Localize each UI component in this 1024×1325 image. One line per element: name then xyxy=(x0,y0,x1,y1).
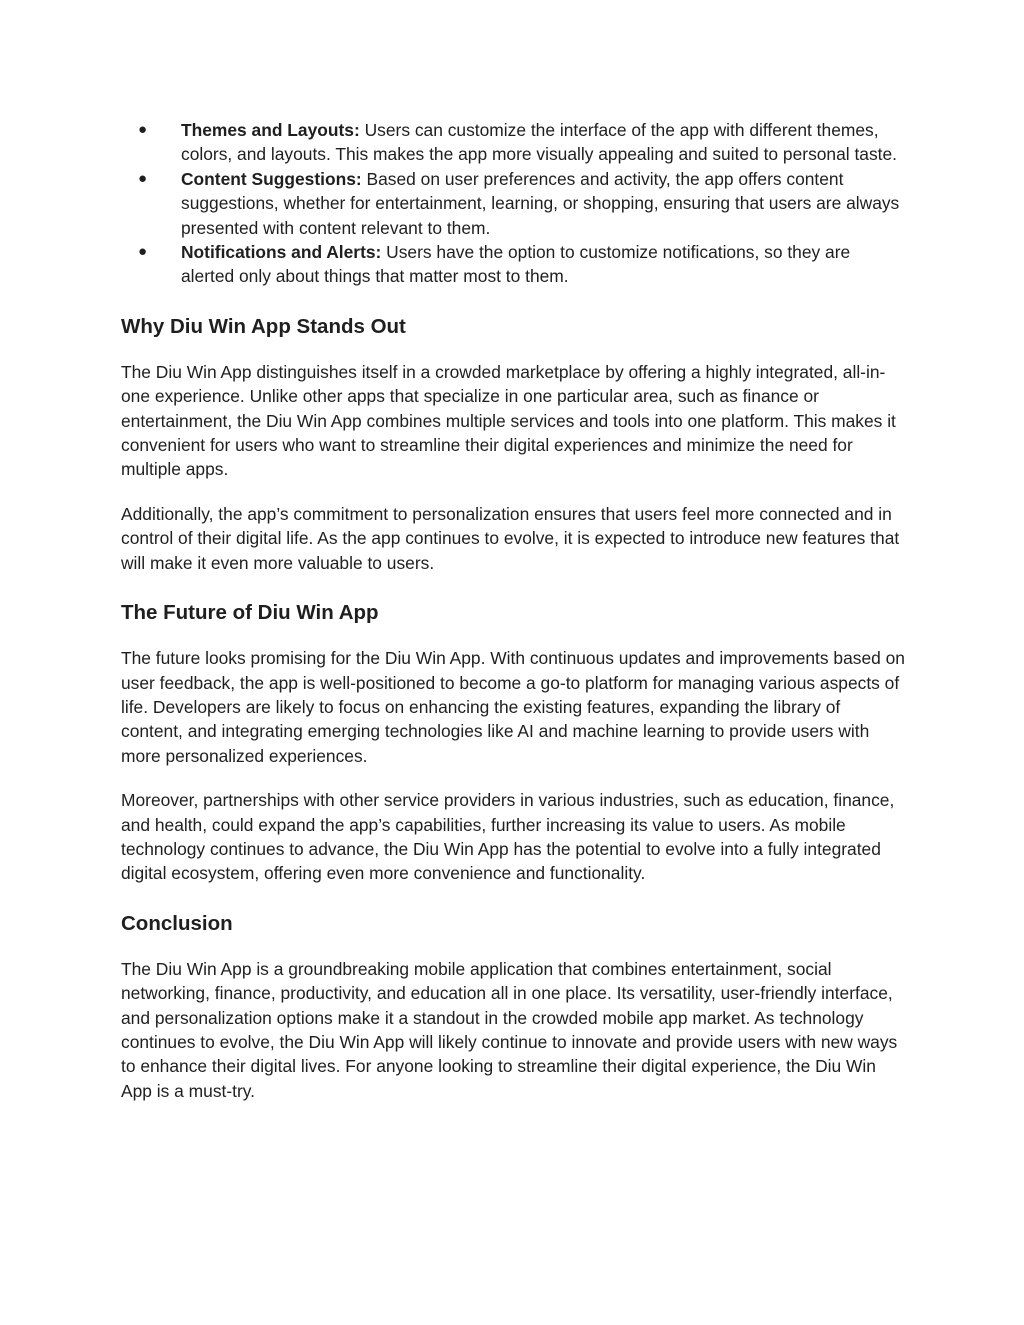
bullet-text: Users have the option to customize notifications, so they are alerted only about things that matter most to them. xyxy=(181,242,851,287)
bullet-dot-icon: ● xyxy=(138,243,148,261)
bullet-item-notifications xyxy=(121,240,906,289)
paragraph: Additionally, the app’s commitment to personalization ensures that users feel more connected and in control of their digital life. As the app continues to evolve, it is expected to introduce new features that will make it even more valuable to users. xyxy=(121,503,900,573)
section-heading-why: Why Diu Win App Stands Out xyxy=(121,314,406,338)
document-page xyxy=(121,118,906,1103)
paragraph: The Diu Win App distinguishes itself in a crowded marketplace by offering a highly integrated, all-in-one experience. Unlike other apps that specialize in one particular area, such as finance or entertainment, the Diu Win App combines multiple services and tools into one platform. This makes it convenient for users who want to streamline their digital experiences and minimize the need for multiple apps. xyxy=(121,361,896,480)
section-heading-conclusion: Conclusion xyxy=(121,911,233,935)
bullet-term: Notifications and Alerts: xyxy=(181,242,382,263)
bullet-text: Users can customize the interface of the app with different themes, colors, and layouts. This makes the app more visually appealing and suited to personal taste. xyxy=(181,120,898,165)
bullet-term: Themes and Layouts: xyxy=(181,120,360,140)
paragraph: The future looks promising for the Diu Win App. With continuous updates and improvements based on user feedback, the app is well-positioned to become a go-to platform for managing various aspects of life. Developers are likely to focus on enhancing the existing features, expanding the library of content, and integrating emerging technologies like AI and machine learning to provide users with more personalized experiences. xyxy=(121,648,905,766)
paragraph: Moreover, partnerships with other service providers in various industries, such as education, finance, and health, could expand the app’s capabilities, further increasing its value to users. As mobile technology continues to advance, the Diu Win App has the potential to evolve into a fully integrated digital ecosystem, offering even more convenience and functionality. xyxy=(121,790,895,884)
section-heading-future: The Future of Diu Win App xyxy=(121,601,379,625)
bullet-text: Based on user preferences and activity, the app offers content suggestions, whether for entertainment, learning, or shopping, ensuring that users are always presented with content relevant to them. xyxy=(181,168,900,238)
bullet-item-suggestions xyxy=(121,167,906,240)
paragraph: The Diu Win App is a groundbreaking mobile application that combines entertainment, social networking, finance, productivity, and education all in one place. Its versatility, user-friendly interface, and personalization options make it a standout in the crowded mobile app market. As technology continues to evolve, the Diu Win App will likely continue to innovate and provide users with new ways to enhance their digital lives. For anyone looking to streamline their digital experience, the Diu Win App is a must-try. xyxy=(121,958,898,1101)
bullet-dot-icon: ● xyxy=(138,121,148,138)
bullet-term: Content Suggestions: xyxy=(181,168,362,189)
bullet-item-themes xyxy=(121,118,906,167)
bullet-dot-icon: ● xyxy=(138,169,148,187)
feature-bullet-list xyxy=(121,118,906,289)
